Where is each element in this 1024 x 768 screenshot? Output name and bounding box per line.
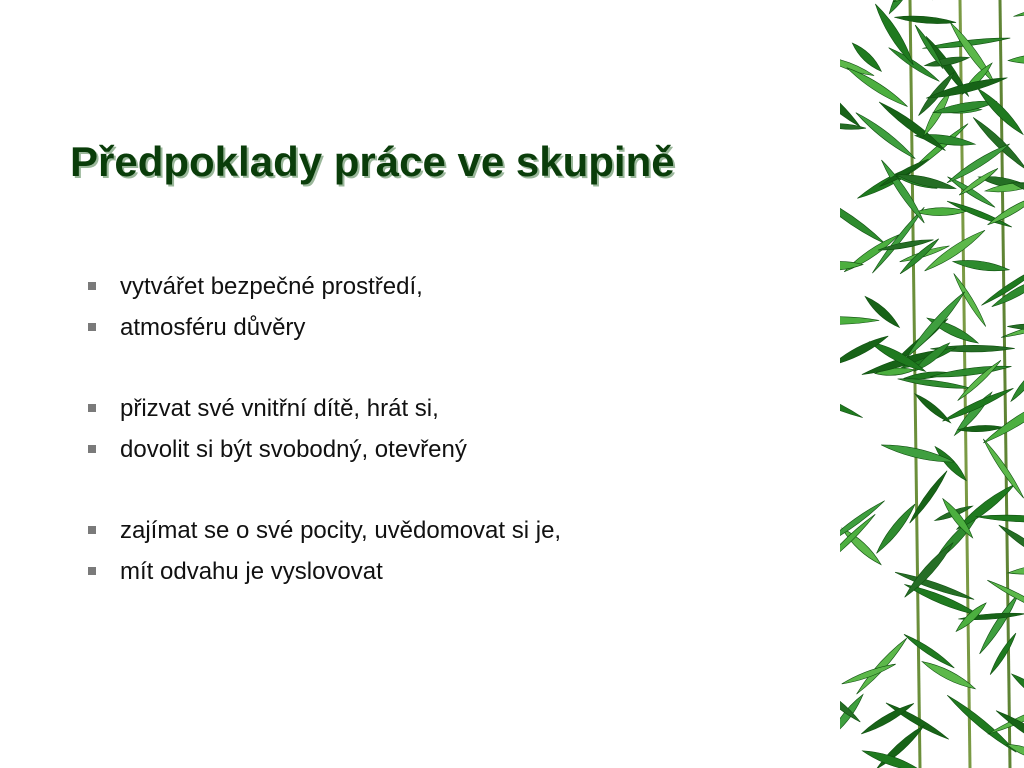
bamboo-leaf bbox=[894, 14, 956, 26]
bamboo-leaf bbox=[952, 257, 1010, 274]
bamboo-leaf bbox=[840, 382, 864, 421]
bamboo-leaf bbox=[884, 700, 950, 742]
square-bullet-icon bbox=[88, 323, 96, 331]
bullet-text: mít odvahu je vyslovovat bbox=[120, 557, 383, 585]
bamboo-leaf bbox=[1013, 0, 1024, 19]
bamboo-leaves-decoration bbox=[840, 0, 1024, 768]
bamboo-leaf bbox=[840, 122, 866, 130]
bamboo-leaf bbox=[913, 391, 953, 425]
bamboo-leaf bbox=[878, 158, 927, 225]
square-bullet-icon bbox=[88, 567, 96, 575]
bamboo-leaf bbox=[840, 317, 879, 325]
bamboo-leaf bbox=[986, 193, 1024, 227]
bullet-text: zajímat se o své pocity, uvědomovat si je, bbox=[120, 516, 562, 544]
bamboo-leaf bbox=[977, 591, 1022, 655]
bullet-item bbox=[88, 307, 808, 348]
bullet-item bbox=[88, 429, 808, 470]
bamboo-leaf bbox=[929, 0, 976, 2]
bamboo-leaf bbox=[941, 385, 1015, 424]
bamboo-leaf bbox=[873, 501, 918, 555]
bamboo-leaf bbox=[885, 0, 921, 16]
bamboo-leaf bbox=[1009, 670, 1024, 712]
bamboo-leaf bbox=[1008, 365, 1024, 403]
square-bullet-icon bbox=[88, 404, 96, 412]
bamboo-leaf bbox=[854, 110, 918, 162]
bullet-item bbox=[88, 266, 808, 307]
bamboo-leaf bbox=[975, 513, 1024, 523]
bamboo-leaf bbox=[862, 294, 902, 331]
bamboo-leaf bbox=[1007, 324, 1024, 331]
bullet-group bbox=[88, 388, 808, 470]
slide-title: Předpoklady práce ve skupině bbox=[70, 138, 675, 185]
bamboo-leaf bbox=[1008, 53, 1024, 65]
bamboo-leaf bbox=[1005, 741, 1024, 765]
bullet-item bbox=[88, 551, 808, 592]
bullet-text: dovolit si být svobodný, otevřený bbox=[120, 435, 467, 463]
bullet-text: vytvářet bezpečné prostředí, bbox=[120, 272, 423, 300]
bullet-list bbox=[88, 266, 808, 632]
bamboo-leaf bbox=[932, 444, 969, 484]
bullet-text: atmosféru důvěry bbox=[120, 313, 306, 341]
bamboo-leaf bbox=[997, 522, 1024, 562]
square-bullet-icon bbox=[88, 282, 96, 290]
bamboo-stem bbox=[960, 0, 970, 768]
bullet-item bbox=[88, 510, 808, 551]
bamboo-leaf bbox=[1007, 561, 1024, 577]
bamboo-leaf bbox=[845, 64, 910, 109]
bullet-item bbox=[88, 388, 808, 429]
bamboo-leaf bbox=[930, 363, 1012, 380]
bamboo-leaf bbox=[840, 192, 888, 247]
square-bullet-icon bbox=[88, 526, 96, 534]
square-bullet-icon bbox=[88, 445, 96, 453]
bullet-group bbox=[88, 510, 808, 592]
bullet-text: přizvat své vnitřní dítě, hrát si, bbox=[120, 394, 439, 422]
bamboo-leaf bbox=[854, 636, 910, 697]
bullet-group bbox=[88, 266, 808, 348]
